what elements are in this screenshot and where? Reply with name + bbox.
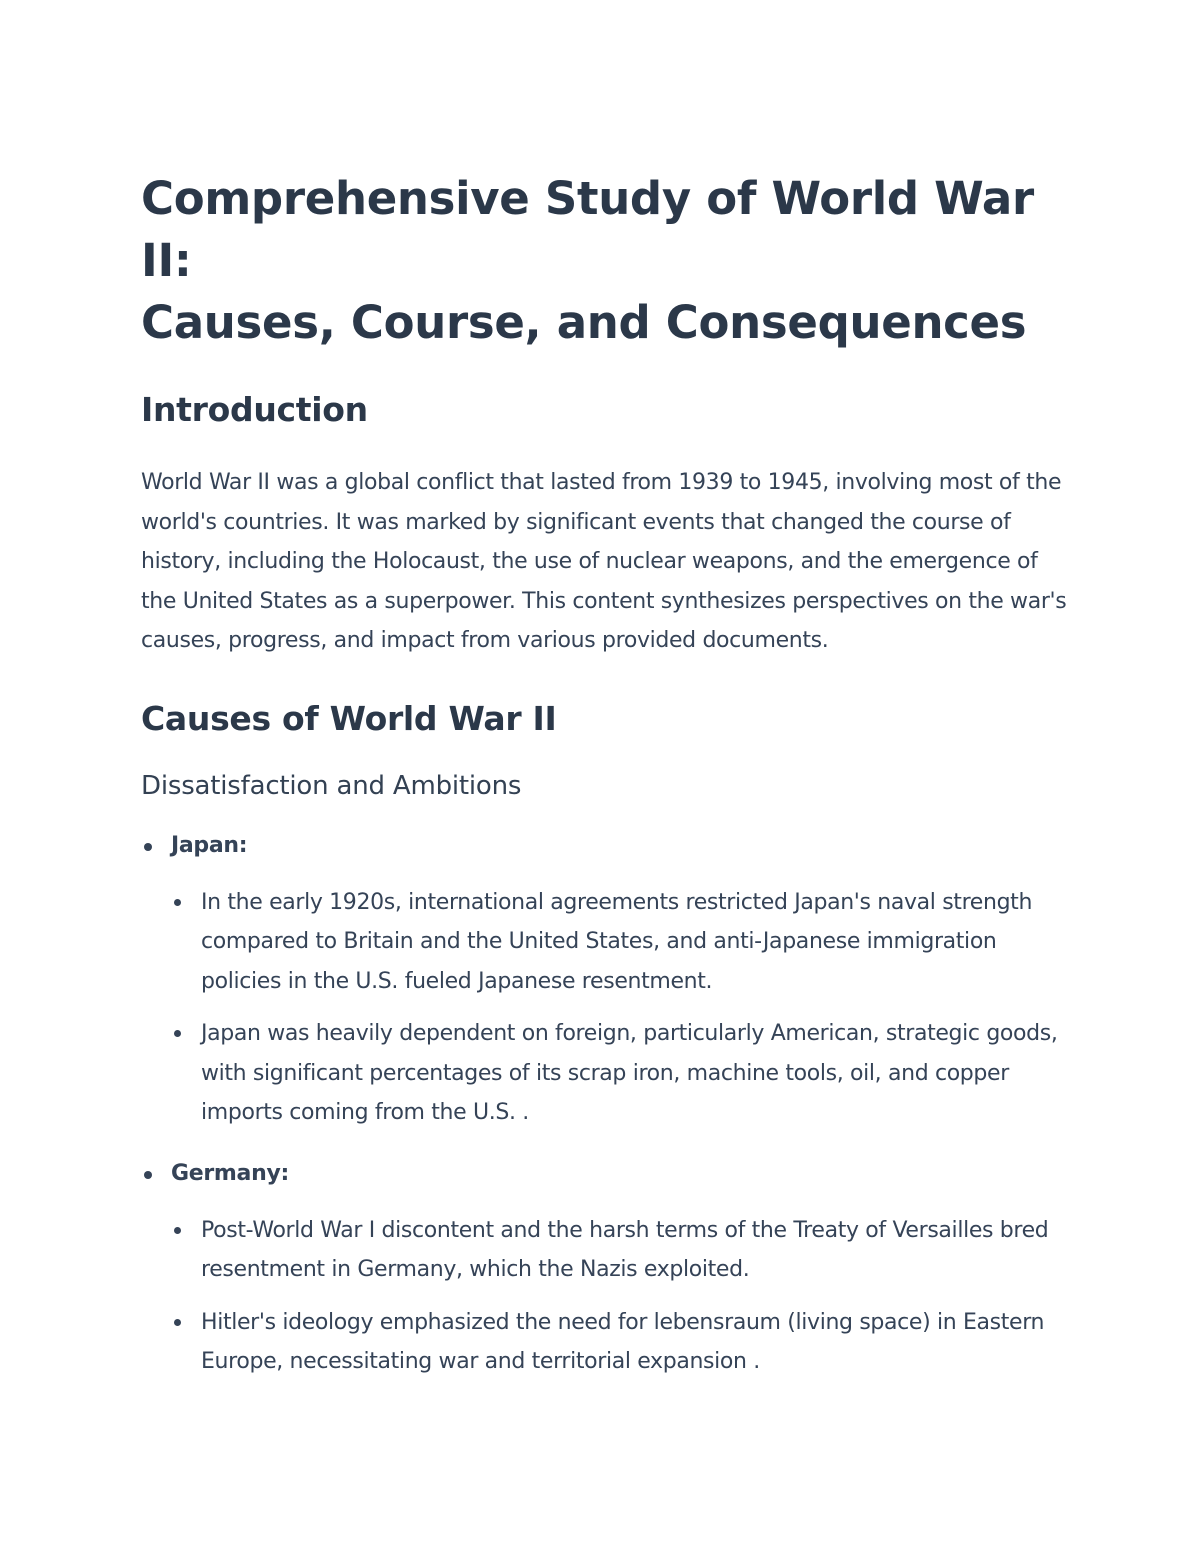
bullet-icon <box>174 899 181 906</box>
introduction-paragraph: World War II was a global conflict that lasted from 1939 to 1945, involving most of the world's countries. It was marked by significant events that changed the course of history, including the Holocaust, the use of nuclear weapons, and the emergence of the United States as a superpower. This content synthesizes perspectives on the war's causes, progress, and impact from various provided documents. <box>141 470 1067 653</box>
causes-list <box>141 831 1071 1382</box>
list-item <box>171 883 1071 1002</box>
list-item-japan <box>141 831 1071 1133</box>
bullet-icon <box>174 1030 181 1037</box>
list-item-label: Japan: <box>171 832 248 858</box>
list-item <box>171 1303 1071 1382</box>
bullet-icon <box>144 843 152 851</box>
introduction-heading: Introduction <box>141 390 368 429</box>
dissatisfaction-subheading: Dissatisfaction and Ambitions <box>141 770 522 801</box>
list-item-text: Post-World War I discontent and the harsh terms of the Treaty of Versailles bred resentment in Germany, which the Nazis exploited. <box>201 1217 1049 1282</box>
document-title <box>141 168 1071 354</box>
bullet-icon <box>174 1227 181 1234</box>
list-item <box>171 1014 1071 1133</box>
bullet-icon <box>144 1171 152 1179</box>
causes-heading: Causes of World War II <box>141 698 557 738</box>
document-page <box>141 168 1071 1382</box>
japan-points <box>171 883 1071 1133</box>
list-item-label: Germany: <box>171 1160 289 1186</box>
title-line-2: Causes, Course, and Consequences <box>141 296 1027 349</box>
list-item-germany <box>141 1159 1071 1382</box>
list-item-text: In the early 1920s, international agreements restricted Japan's naval strength compared to Britain and the United States, and anti-Japanese immigration policies in the U.S. fueled Japanese resentment. <box>201 889 1033 994</box>
germany-points <box>171 1211 1071 1382</box>
bullet-icon <box>174 1319 181 1326</box>
list-item-text: Hitler's ideology emphasized the need for lebensraum (living space) in Eastern Europe, necessitating war and territorial expansion . <box>201 1309 1045 1374</box>
list-item <box>171 1211 1071 1290</box>
list-item-text: Japan was heavily dependent on foreign, particularly American, strategic goods, with significant percentages of its scrap iron, machine tools, oil, and copper imports coming from the U.S. . <box>201 1021 1058 1125</box>
title-line-1: Comprehensive Study of World War II: <box>141 172 1034 287</box>
